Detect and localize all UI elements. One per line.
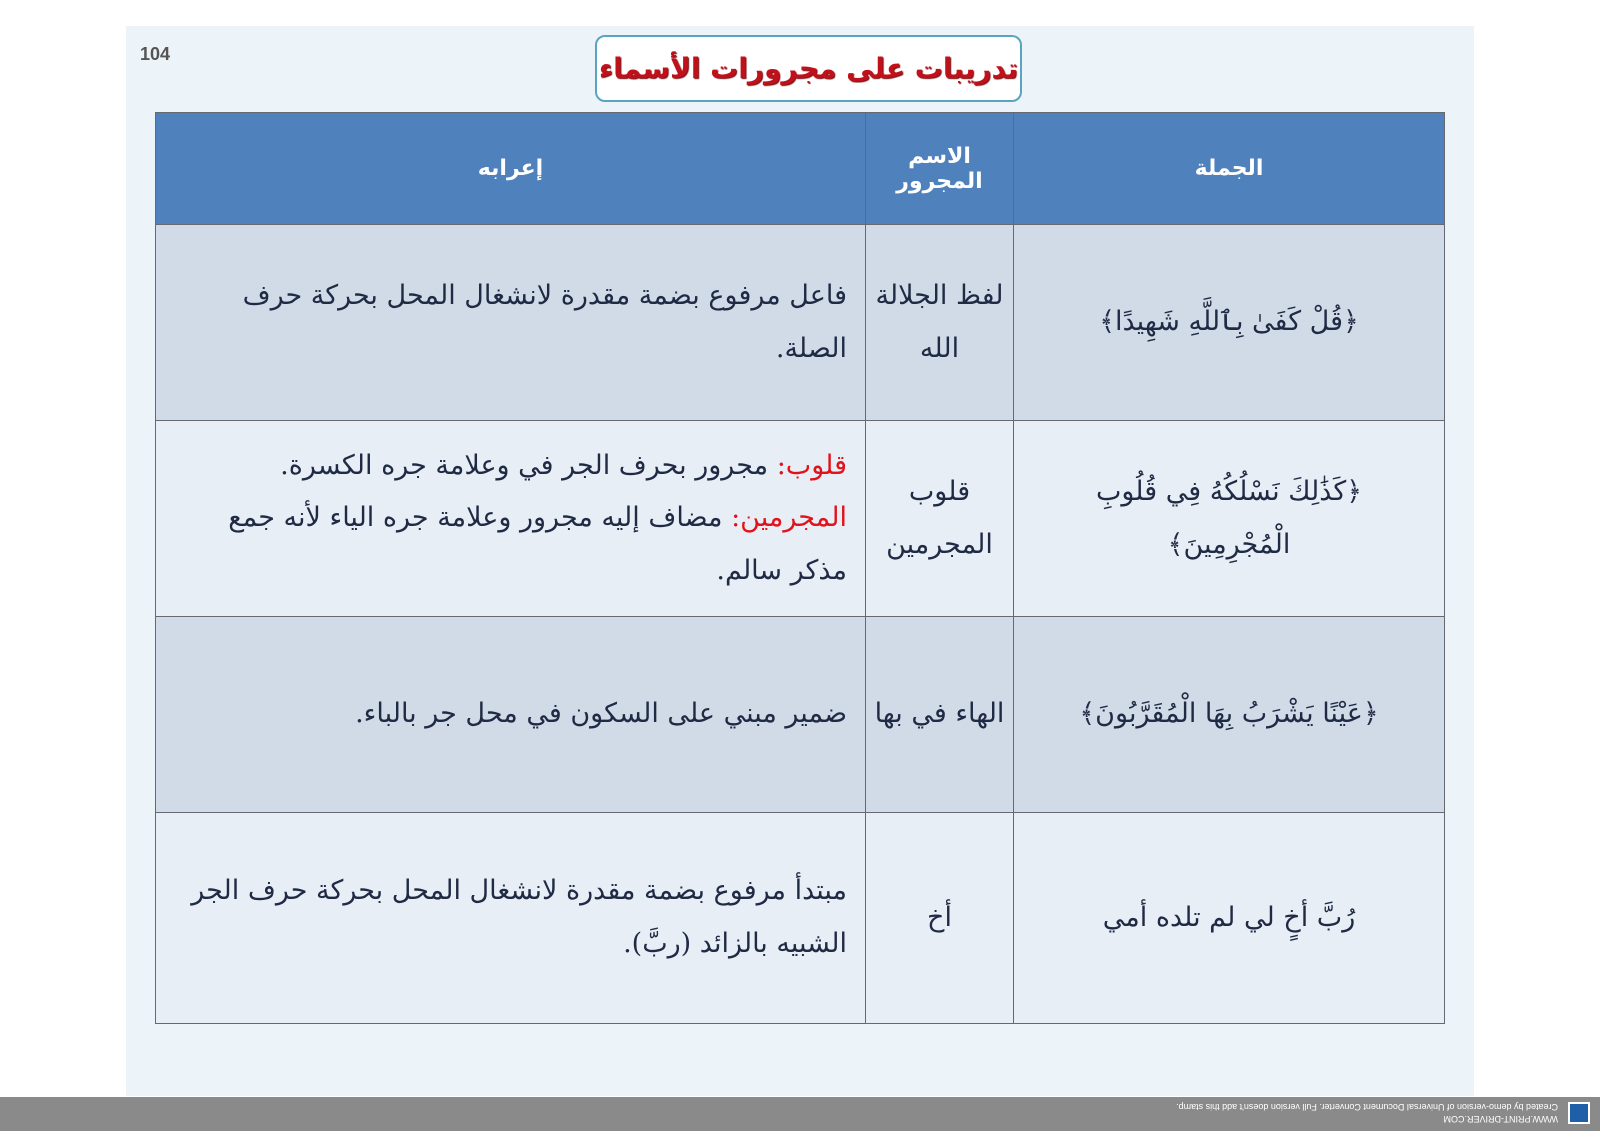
- noun-cell: قلوب المجرمين: [866, 421, 1014, 617]
- parsing-cell: [156, 813, 866, 1024]
- parsing-line: [166, 492, 847, 597]
- parsing-text: مجرور بحرف الجر في وعلامة جره الكسرة.: [280, 449, 769, 481]
- sentence-cell: ﴿قُلْ كَفَىٰ بِٱللَّهِ شَهِيدًا﴾: [1014, 225, 1445, 421]
- table-header-row: [156, 113, 1445, 225]
- table-row: [156, 421, 1445, 617]
- stamp-line-2: Created by demo-version of Universal Document Converter. Full version doesn't add this stamp.: [1176, 1102, 1558, 1112]
- stamp-line-1: WWW.PRINT-DRIVER.COM: [1443, 1114, 1558, 1124]
- noun-cell: أخ: [866, 813, 1014, 1024]
- parsing-line: [166, 270, 847, 375]
- document-logo-icon: [1568, 1102, 1590, 1124]
- parsing-text: ضمير مبني على السكون في محل جر بالباء.: [355, 698, 847, 730]
- sentence-cell: ﴿عَيْنًا يَشْرَبُ بِهَا الْمُقَرَّبُونَ﴾: [1014, 617, 1445, 813]
- parsing-label: المجرمين:: [731, 502, 847, 534]
- converter-stamp-text: [858, 1101, 1558, 1125]
- parsing-cell: [156, 421, 866, 617]
- converter-stamp-bar: [0, 1097, 1600, 1131]
- noun-cell: الهاء في بها: [866, 617, 1014, 813]
- parsing-line: [166, 688, 847, 741]
- table-row: [156, 225, 1445, 421]
- parsing-line: [166, 865, 847, 970]
- grammar-table: [155, 112, 1445, 1024]
- page-number: 104: [140, 44, 171, 64]
- header-parsing: إعرابه: [156, 113, 866, 225]
- parsing-cell: [156, 617, 866, 813]
- noun-cell: لفظ الجلالة الله: [866, 225, 1014, 421]
- parsing-text: مبتدأ مرفوع بضمة مقدرة لانشغال المحل بحركة حرف الجر الشبيه بالزائد (ربَّ).: [191, 875, 847, 959]
- parsing-text: مضاف إليه مجرور وعلامة جره الياء لأنه جمع مذكر سالم.: [228, 502, 847, 586]
- title-box: [595, 35, 1022, 102]
- parsing-line: [166, 440, 847, 493]
- parsing-label: قلوب:: [776, 449, 847, 481]
- page-title: تدريبات على مجرورات الأسماء: [598, 52, 1019, 85]
- table-row: [156, 617, 1445, 813]
- parsing-cell: [156, 225, 866, 421]
- parsing-text: فاعل مرفوع بضمة مقدرة لانشغال المحل بحركة حرف الصلة.: [242, 279, 847, 364]
- table-row: [156, 813, 1445, 1024]
- sentence-cell: ﴿كَذَٰلِكَ نَسْلُكُهُ فِي قُلُوبِ الْمُجْرِمِينَ﴾: [1014, 421, 1445, 617]
- sentence-cell: رُبَّ أخٍ لي لم تلده أمي: [1014, 813, 1445, 1024]
- header-noun: الاسم المجرور: [866, 113, 1014, 225]
- header-sentence: الجملة: [1014, 113, 1445, 225]
